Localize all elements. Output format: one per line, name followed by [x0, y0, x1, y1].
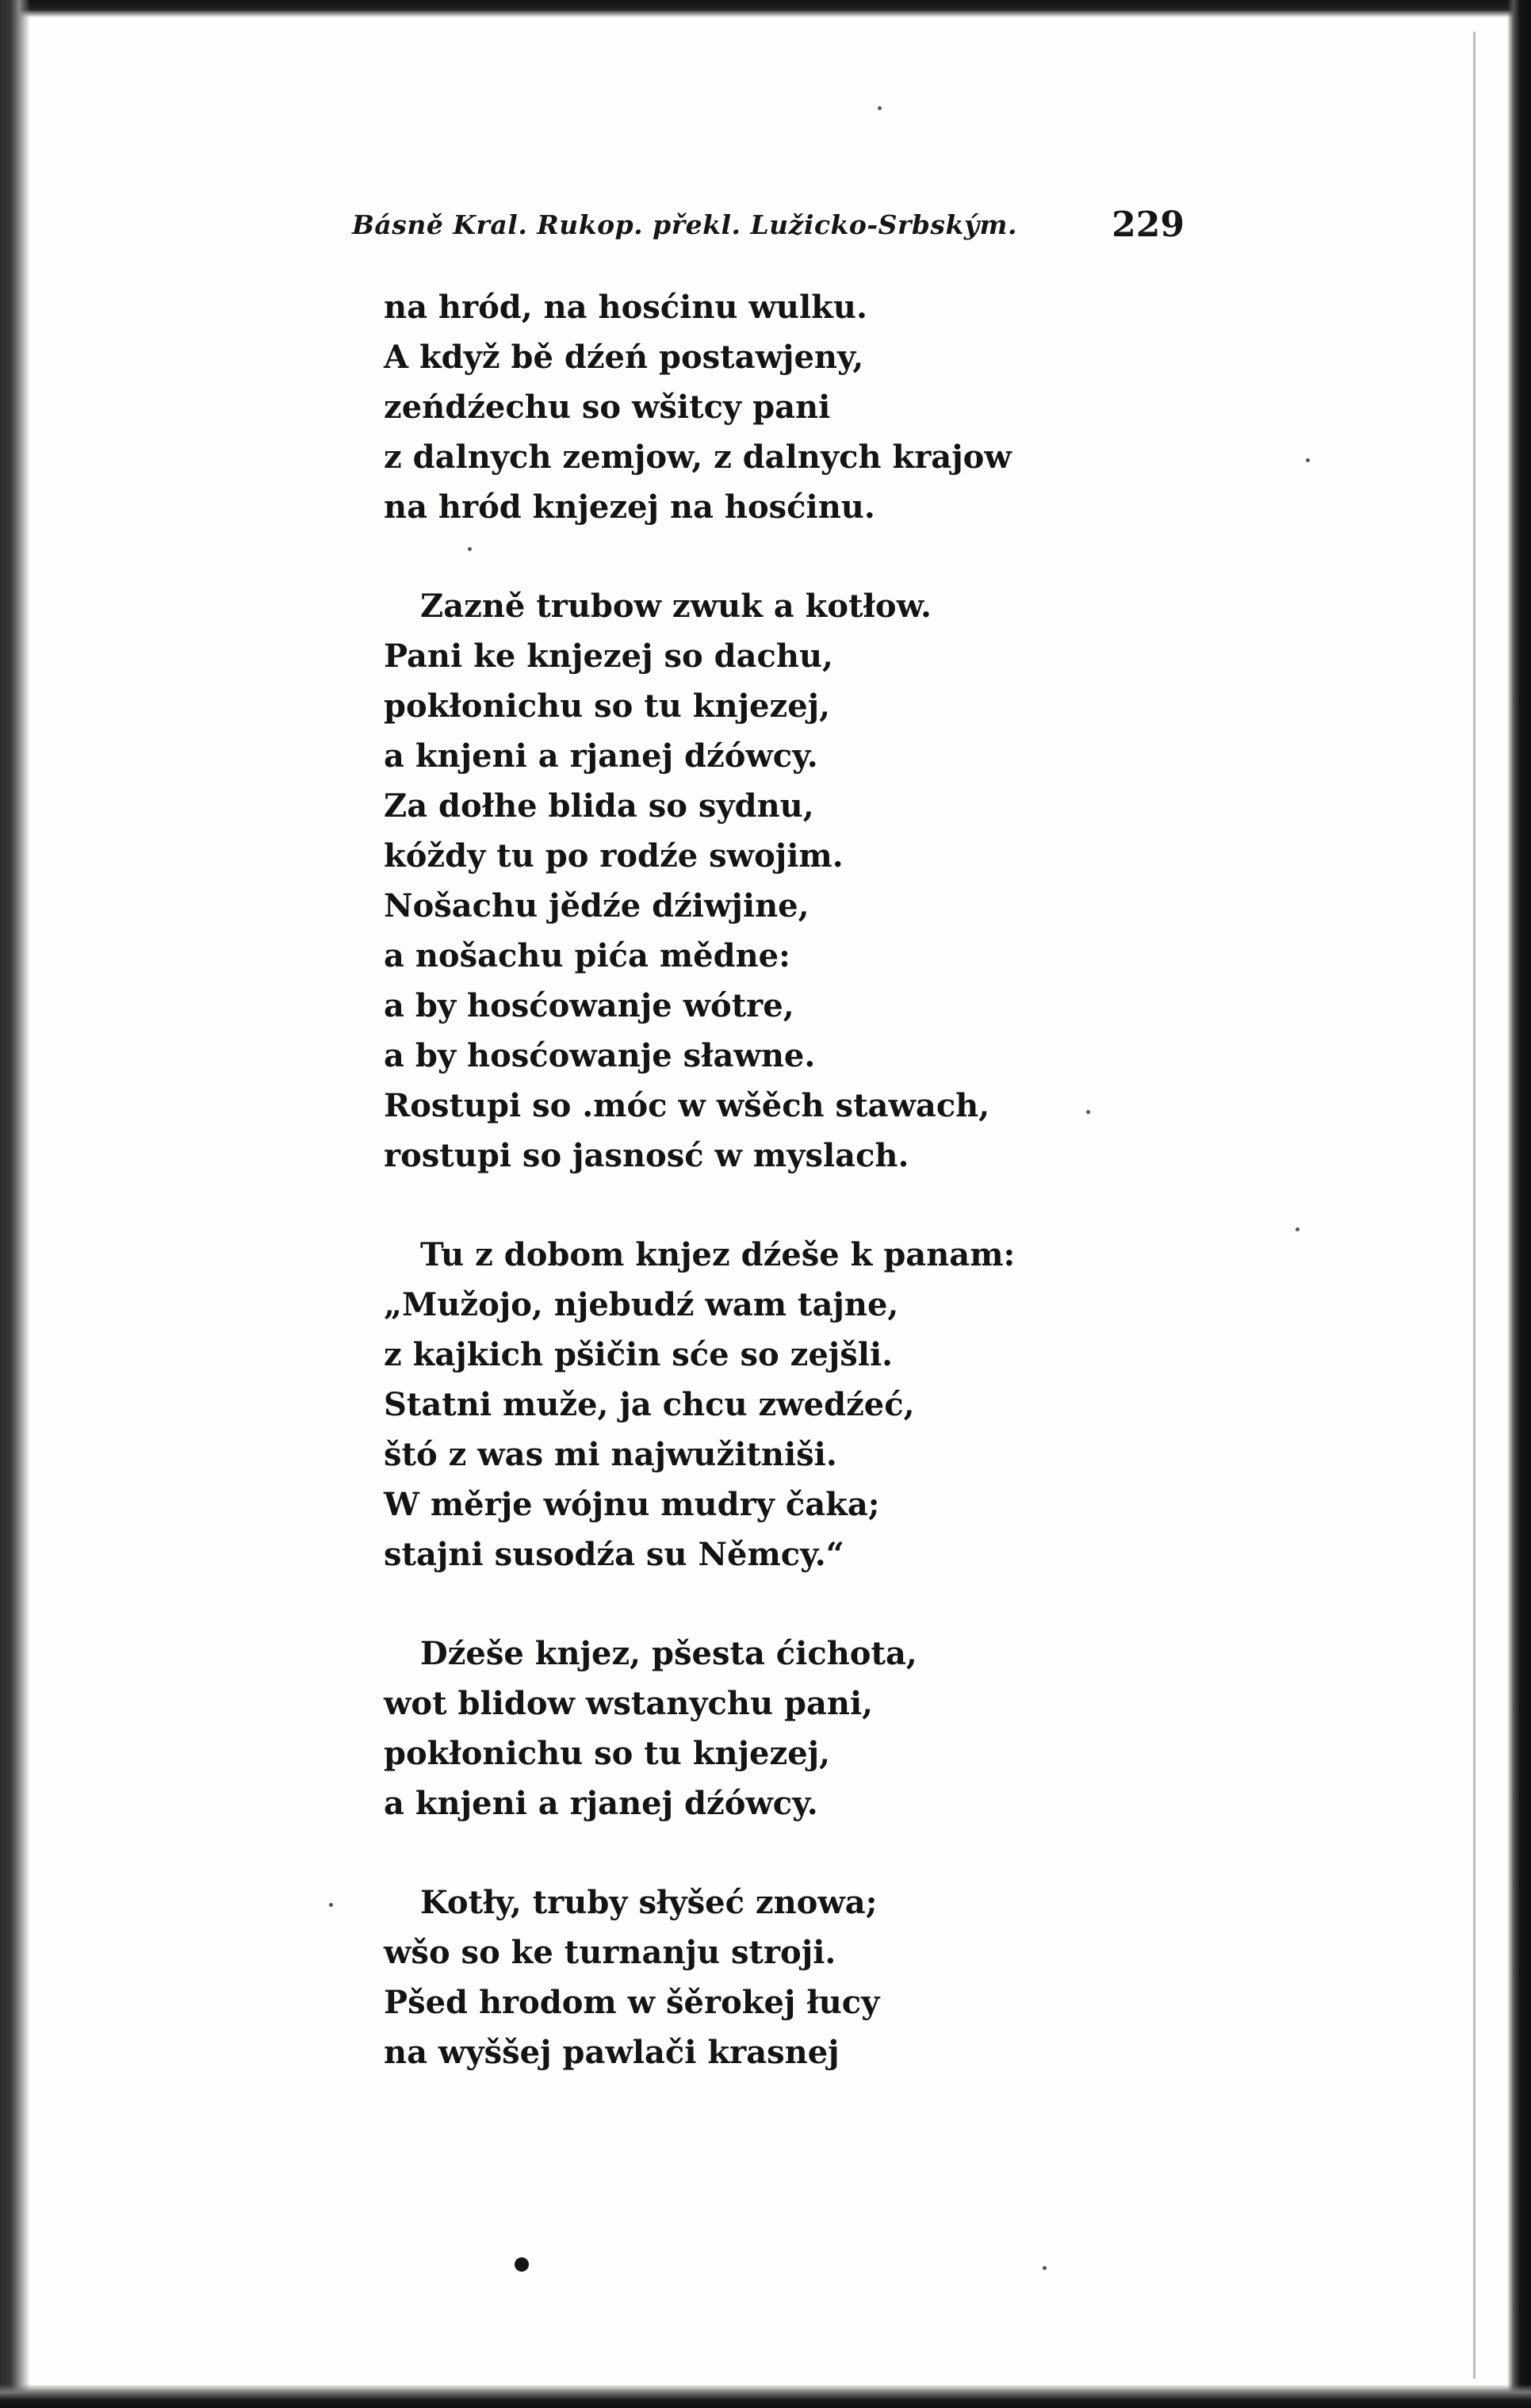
dust-speck	[878, 106, 882, 110]
verse-line: Za dołhe blida so sydnu,	[384, 787, 814, 825]
verse-line: Pani ke knjezej so dachu,	[384, 637, 833, 675]
verse-line: zeńdźechu so wšitcy pani	[384, 389, 831, 426]
verse-line: Statni muže, ja chcu zwedźeć,	[384, 1386, 915, 1423]
verse-line: W měrje wójnu mudry čaka;	[384, 1486, 880, 1523]
verse-line: z kajkich pšičin sće so zejšli.	[384, 1336, 894, 1373]
scan-edge-bottom	[0, 2384, 1531, 2408]
verse-line: na hród knjezej na hosćinu.	[384, 488, 875, 526]
stanza-2	[384, 581, 1414, 1181]
verse-line: Dźeše knjez, pšesta ćichota,	[420, 1635, 917, 1672]
dust-speck	[1043, 2266, 1047, 2270]
verse-line: A když bě dźeń postawjeny,	[384, 339, 864, 376]
verse-line: Zazně trubow zwuk a kotłow.	[420, 588, 932, 625]
verse-line: pokłonichu so tu knjezej,	[384, 1735, 831, 1772]
dust-speck	[1086, 1110, 1090, 1114]
scan-edge-top	[0, 0, 1531, 17]
verse-line: a by hosćowanje sławne.	[384, 1037, 816, 1074]
verse-line: na hród, na hosćinu wulku.	[384, 289, 867, 326]
verse-line: a knjeni a rjanej dźówcy.	[384, 737, 818, 775]
stanza-3	[384, 1230, 1414, 1579]
verse-line: wšo so ke turnanju stroji.	[384, 1934, 836, 1971]
verse-line: z dalnych zemjow, z dalnych krajow	[384, 438, 1012, 476]
page-number: 229	[1112, 205, 1185, 245]
running-head: Básně Kral. Rukop. překl. Lužicko-Srbským.	[352, 209, 1017, 240]
dust-speck	[468, 547, 472, 551]
stanza-1	[384, 282, 1414, 532]
verse-line: stajni susodźa su Němcy.“	[384, 1536, 844, 1573]
poem-text	[384, 282, 1414, 2127]
dust-speck	[1296, 1227, 1299, 1231]
dust-speck	[1306, 458, 1310, 462]
verse-line: Kotły, truby słyšeć znowa;	[420, 1884, 878, 1921]
verse-line: štó z was mi najwužitniši.	[384, 1436, 837, 1473]
verse-line: rostupi so jasnosć w myslach.	[384, 1137, 909, 1174]
verse-line: „Mužojo, njebudź wam tajne,	[384, 1286, 899, 1323]
ink-spot	[515, 2257, 529, 2272]
dust-speck	[329, 1903, 333, 1907]
verse-line: wot blidow wstanychu pani,	[384, 1685, 874, 1722]
stanza-5	[384, 1878, 1414, 2077]
verse-line: pokłonichu so tu knjezej,	[384, 687, 831, 725]
page-fold-line	[1473, 32, 1476, 2379]
verse-line: na wyššej pawlači krasnej	[384, 2034, 840, 2071]
verse-line: a knjeni a rjanej dźówcy.	[384, 1785, 818, 1822]
verse-line: a nošachu pića mědne:	[384, 937, 790, 974]
page-header	[352, 205, 1185, 252]
verse-line: Rostupi so .móc w wšěch stawach,	[384, 1087, 990, 1124]
verse-line: Pšed hrodom w šěrokej łucy	[384, 1984, 880, 2021]
verse-line: a by hosćowanje wótre,	[384, 987, 794, 1024]
verse-line: kóždy tu po rodźe swojim.	[384, 837, 844, 875]
stanza-4	[384, 1629, 1414, 1828]
scan-edge-left	[0, 0, 30, 2408]
verse-line: Tu z dobom knjez dźeše k panam:	[420, 1236, 1016, 1273]
scan-edge-right	[1507, 0, 1531, 2408]
verse-line: Nošachu jědźe dźiwjine,	[384, 887, 810, 925]
